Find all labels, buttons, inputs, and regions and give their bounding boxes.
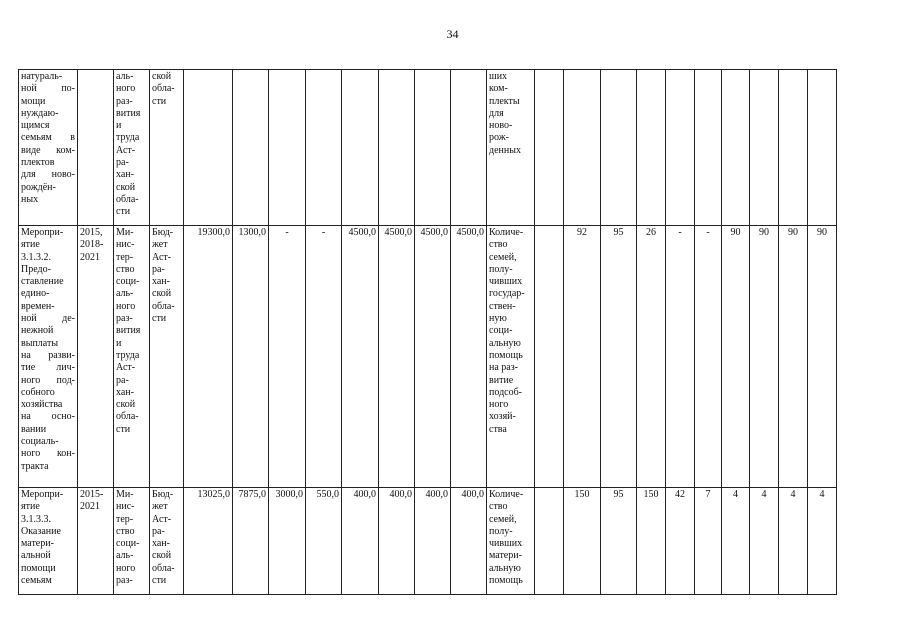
text-line: ного кон- <box>21 448 75 460</box>
text-line: для ново- <box>21 169 75 181</box>
text-line: щимся <box>21 120 50 132</box>
table-row <box>19 488 837 595</box>
measure-text <box>21 489 75 587</box>
text-line: на разви- <box>21 349 75 361</box>
amount-value: 4500,0 <box>384 227 412 238</box>
years-cell <box>78 488 114 595</box>
amount-cell <box>415 226 451 488</box>
text-line: нуждаю- <box>21 107 59 119</box>
table-row <box>19 226 837 488</box>
amount-cell <box>233 488 269 595</box>
amount-cell <box>379 226 415 488</box>
indicator-value: - <box>678 227 682 238</box>
source-cell <box>150 226 184 488</box>
text-line: 3.1.3.2. <box>21 251 51 263</box>
indicator-cell <box>487 488 535 595</box>
value-cell <box>750 226 779 488</box>
amount-cell <box>269 488 306 595</box>
indicator-value: 95 <box>613 227 624 238</box>
text-line: 3.1.3.3. <box>21 513 51 525</box>
value-cell <box>779 70 808 226</box>
value-cell <box>666 226 695 488</box>
text-line: Оказание <box>21 525 61 537</box>
text-line: ятие <box>21 501 40 513</box>
indicator-text: Количе- ство семей, полу- чивших государ- ствен- ную соци- альную помощь на раз- витие подсоб- ного хозяй- ства <box>489 227 525 435</box>
value-cell <box>695 70 722 226</box>
text-line: ной де- <box>21 313 75 325</box>
amount-cell <box>306 488 342 595</box>
amount-cell <box>184 226 233 488</box>
text-line: социаль- <box>21 436 59 448</box>
amount-value: 550,0 <box>316 489 339 500</box>
amount-value: 400,0 <box>389 489 412 500</box>
value-cell <box>535 226 564 488</box>
text-line: нежной <box>21 325 54 337</box>
amount-cell <box>184 70 233 226</box>
value-cell <box>601 70 637 226</box>
program-table <box>18 69 837 595</box>
value-cell <box>564 226 601 488</box>
value-cell <box>564 488 601 595</box>
executor-cell <box>114 226 150 488</box>
text-line: натураль- <box>21 71 63 82</box>
amount-value: 400,0 <box>353 489 376 500</box>
value-cell <box>695 488 722 595</box>
executor-text: Ми- нис- тер- ство соци- аль- ного раз- вития и труда Аст- ра- хан- ской обла- сти <box>116 227 141 435</box>
indicator-value: 150 <box>643 489 659 500</box>
indicator-value: 95 <box>613 489 624 500</box>
indicator-value: 4 <box>733 489 738 500</box>
text-line: хозяйства <box>21 399 63 411</box>
source-cell <box>150 70 184 226</box>
amount-cell <box>342 226 379 488</box>
text-line: семьям в <box>21 132 75 144</box>
text-line: на осно- <box>21 411 75 423</box>
source-text: Бюд- жет Аст- ра- хан- ской обла- сти <box>152 489 175 587</box>
measure-text <box>21 227 75 473</box>
page-number: 34 <box>446 27 459 41</box>
measure-cell <box>19 226 78 488</box>
value-cell <box>750 70 779 226</box>
years-cell <box>78 70 114 226</box>
source-text: ской обла- сти <box>152 71 175 107</box>
text-line: тракта <box>21 460 49 472</box>
amount-cell <box>415 488 451 595</box>
amount-cell <box>306 226 342 488</box>
text-line: матери- <box>21 538 54 550</box>
amount-value: 400,0 <box>425 489 448 500</box>
amount-value: 1300,0 <box>238 227 266 238</box>
amount-cell <box>269 70 306 226</box>
amount-cell <box>233 70 269 226</box>
measure-cell <box>19 70 78 226</box>
amount-value: 3000,0 <box>275 489 303 500</box>
amount-value: 400,0 <box>461 489 484 500</box>
source-text: Бюд- жет Аст- ра- хан- ской обла- сти <box>152 227 175 325</box>
value-cell <box>695 226 722 488</box>
value-cell <box>637 488 666 595</box>
text-line: Меропри- <box>21 227 64 238</box>
amount-value: 13025,0 <box>197 489 230 500</box>
indicator-value: 42 <box>675 489 685 500</box>
text-line: ставление <box>21 276 64 288</box>
executor-text: аль- ного раз- вития и труда Аст- ра- хан- ской обла- сти <box>116 71 141 218</box>
indicator-value: 4 <box>819 489 825 500</box>
value-cell <box>666 70 695 226</box>
amount-cell <box>379 488 415 595</box>
amount-cell <box>184 488 233 595</box>
indicator-cell <box>487 70 535 226</box>
indicator-value: 90 <box>788 227 798 238</box>
value-cell <box>722 226 750 488</box>
text-line: виде ком- <box>21 144 75 156</box>
text-line: тие лич- <box>21 362 75 374</box>
text-line: едино- <box>21 288 50 300</box>
indicator-value: - <box>706 227 710 238</box>
years-text: 2015- 2021 <box>80 489 104 513</box>
amount-cell <box>451 70 487 226</box>
text-line: Предо- <box>21 263 51 275</box>
value-cell <box>722 488 750 595</box>
amount-cell <box>451 226 487 488</box>
indicator-cell <box>487 226 535 488</box>
text-line: альной <box>21 550 51 562</box>
table-row <box>19 70 837 226</box>
amount-value: 4500,0 <box>456 227 484 238</box>
text-line: мощи <box>21 95 46 107</box>
value-cell <box>666 488 695 595</box>
measure-text <box>21 71 75 206</box>
amount-cell <box>415 70 451 226</box>
value-cell <box>722 70 750 226</box>
value-cell <box>808 488 837 595</box>
years-cell <box>78 226 114 488</box>
amount-value: 4500,0 <box>348 227 376 238</box>
indicator-value: 4 <box>790 489 796 500</box>
amount-cell <box>451 488 487 595</box>
value-cell <box>637 226 666 488</box>
value-cell <box>779 488 808 595</box>
text-line: помощи <box>21 562 56 574</box>
executor-cell <box>114 70 150 226</box>
text-line: семьям <box>21 575 52 587</box>
source-cell <box>150 488 184 595</box>
text-line: рождён- <box>21 181 56 193</box>
text-line: ной по- <box>21 83 75 95</box>
value-cell <box>535 488 564 595</box>
indicator-text: Количе- ство семей, полу- чивших матери- альную помощь <box>489 489 524 587</box>
value-cell <box>601 226 637 488</box>
amount-value: - <box>321 227 326 238</box>
indicator-value: 90 <box>730 227 741 238</box>
value-cell <box>750 488 779 595</box>
years-text: 2015, 2018- 2021 <box>80 227 104 263</box>
executor-cell <box>114 488 150 595</box>
amount-value: - <box>285 227 289 238</box>
value-cell <box>808 226 837 488</box>
value-cell <box>601 488 637 595</box>
text-line: плектов <box>21 157 55 169</box>
amount-cell <box>342 488 379 595</box>
amount-cell <box>306 70 342 226</box>
indicator-text: ших ком- плекты для ново- рож- денных <box>489 71 521 156</box>
amount-value: 4500,0 <box>420 227 448 238</box>
value-cell <box>808 70 837 226</box>
value-cell <box>564 70 601 226</box>
value-cell <box>535 70 564 226</box>
text-line: собного <box>21 386 55 398</box>
amount-cell <box>269 226 306 488</box>
indicator-value: 90 <box>817 227 827 238</box>
text-line: ных <box>21 193 39 205</box>
text-line: Меропри- <box>21 489 64 500</box>
measure-cell <box>19 488 78 595</box>
text-line: ного под- <box>21 374 75 386</box>
amount-cell <box>233 226 269 488</box>
text-line: вании <box>21 423 47 435</box>
executor-text: Ми- нис- тер- ство соци- аль- ного раз- <box>116 489 140 587</box>
indicator-value: 4 <box>761 489 767 500</box>
indicator-value: 150 <box>574 489 590 500</box>
text-line: времен- <box>21 300 55 312</box>
text-line: выплаты <box>21 337 59 349</box>
text-line: ятие <box>21 239 40 251</box>
indicator-value: 7 <box>705 489 711 500</box>
value-cell <box>779 226 808 488</box>
amount-value: 7875,0 <box>238 489 266 500</box>
indicator-value: 90 <box>759 227 769 238</box>
amount-cell <box>342 70 379 226</box>
value-cell <box>637 70 666 226</box>
indicator-value: 26 <box>646 227 656 238</box>
indicator-value: 92 <box>577 227 587 238</box>
amount-cell <box>379 70 415 226</box>
amount-value: 19300,0 <box>197 227 230 238</box>
